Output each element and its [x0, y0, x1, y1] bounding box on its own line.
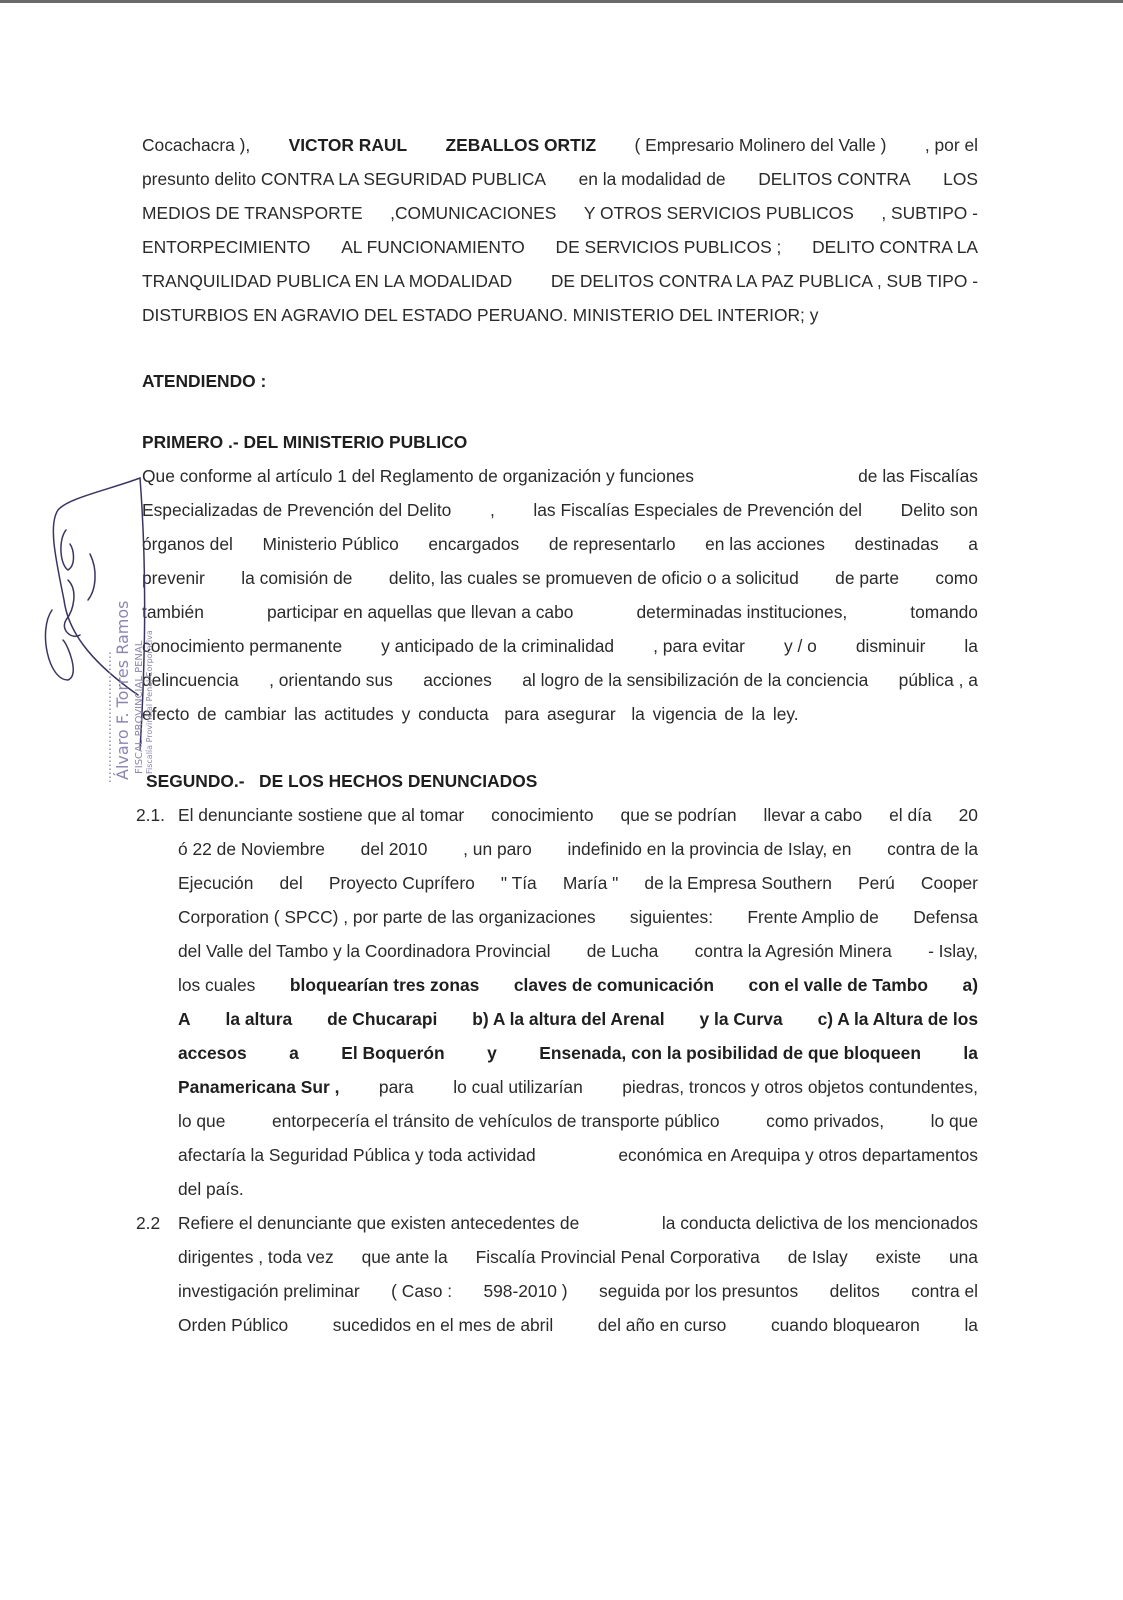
- text-line: [142, 230, 978, 264]
- text-chunk: el día: [889, 805, 932, 825]
- bold-text-chunk: con el valle de Tambo: [748, 975, 928, 995]
- text-chunk: también: [142, 602, 204, 622]
- text-chunk: Fiscalía Provincial Penal Corporativa: [475, 1247, 760, 1267]
- text-chunk: que ante la: [361, 1247, 448, 1267]
- text-chunk: tomando: [910, 602, 978, 622]
- text-line: [142, 697, 978, 731]
- text-chunk: destinadas: [854, 534, 939, 554]
- text-chunk: ,: [489, 500, 495, 520]
- text-chunk: , un paro: [463, 839, 532, 859]
- text-line: [142, 595, 978, 629]
- text-chunk: DELITO CONTRA LA: [812, 237, 978, 257]
- text-chunk: Perú: [858, 873, 895, 893]
- text-chunk: de las Fiscalías: [858, 466, 978, 486]
- text-chunk: dirigentes , toda vez: [178, 1247, 334, 1267]
- text-chunk: delincuencia: [142, 670, 239, 690]
- item-number: 2.2: [136, 1213, 161, 1233]
- text-chunk: TRANQUILIDAD PUBLICA EN LA MODALIDAD: [142, 271, 513, 291]
- text-chunk: prevenir: [142, 568, 205, 588]
- text-chunk: que se podrían: [620, 805, 737, 825]
- text-chunk: cuando bloquearon: [770, 1315, 920, 1335]
- defendant-name-first: VICTOR RAUL: [288, 135, 408, 155]
- text-chunk: económica en Arequipa y otros departamentos: [618, 1145, 978, 1165]
- text-chunk: 20: [958, 805, 978, 825]
- text-chunk: piedras, troncos y otros objetos contundentes,: [622, 1077, 978, 1097]
- text-chunk: DE DELITOS CONTRA LA PAZ PUBLICA , SUB TIPO -: [550, 271, 978, 291]
- primero-heading: PRIMERO .- DEL MINISTERIO PUBLICO: [142, 432, 468, 452]
- text-chunk: la conducta delictiva de los mencionados: [661, 1213, 978, 1233]
- text-line: [178, 1070, 978, 1104]
- text-chunk: delito, las cuales se promueven de oficio o a solicitud: [388, 568, 799, 588]
- text-chunk: disminuir: [855, 636, 926, 656]
- text-chunk: DELITOS CONTRA: [758, 169, 911, 189]
- text-line: [142, 459, 978, 493]
- text-chunk: la comisión de: [241, 568, 353, 588]
- text-chunk: efecto de cambiar las actitudes y conducta: [142, 704, 489, 724]
- item-body: [178, 1206, 978, 1342]
- text-chunk: encargados: [428, 534, 520, 554]
- bold-text-chunk: b) A la altura del Arenal: [472, 1009, 665, 1029]
- text-chunk: y / o: [783, 636, 817, 656]
- text-chunk: Defensa: [913, 907, 978, 927]
- text-line: [178, 1308, 978, 1342]
- text-chunk: DE SERVICIOS PUBLICOS ;: [555, 237, 782, 257]
- text-chunk: participar en aquellas que llevan a cabo: [266, 602, 574, 622]
- text-chunk: , orientando sus: [269, 670, 393, 690]
- text-line: [178, 832, 978, 866]
- text-line: [142, 264, 978, 298]
- text-chunk: , SUBTIPO -: [881, 203, 978, 223]
- text-chunk: determinadas instituciones,: [636, 602, 848, 622]
- text-chunk: Ejecución: [178, 873, 254, 893]
- bold-text-chunk: Panamericana Sur ,: [178, 1077, 340, 1097]
- text-chunk: de la Empresa Southern: [644, 873, 832, 893]
- text-chunk: AL FUNCIONAMIENTO: [341, 237, 525, 257]
- text-chunk: ( Caso :: [391, 1281, 453, 1301]
- bold-text-chunk: claves de comunicación: [513, 975, 714, 995]
- text-chunk: de Lucha: [586, 941, 659, 961]
- text-chunk: Corporation ( SPCC) , por parte de las organizaciones: [178, 907, 596, 927]
- text-chunk: DISTURBIOS EN AGRAVIO DEL ESTADO PERUANO. MINISTERIO DEL INTERIOR; y: [142, 305, 819, 325]
- text-line: [178, 1172, 978, 1206]
- text-chunk: del país.: [178, 1179, 244, 1199]
- text-line: [178, 900, 978, 934]
- text-chunk: lo cual utilizarían: [453, 1077, 583, 1097]
- text-chunk: del Valle del Tambo y la Coordinadora Provincial: [178, 941, 551, 961]
- text-line: [178, 1104, 978, 1138]
- text-chunk: para asegurar: [504, 704, 616, 724]
- bold-text-chunk: accesos: [178, 1043, 247, 1063]
- text-line: [142, 493, 978, 527]
- text-chunk: ,COMUNICACIONES: [390, 203, 557, 223]
- text-chunk: pública , a: [898, 670, 978, 690]
- text-chunk: - Islay,: [928, 941, 978, 961]
- text-chunk: de Islay: [787, 1247, 848, 1267]
- text-line: [142, 162, 978, 196]
- text-chunk: Delito son: [900, 500, 978, 520]
- bold-text-chunk: El Boquerón: [341, 1043, 445, 1063]
- text-chunk: existe: [875, 1247, 922, 1267]
- text-line: [178, 934, 978, 968]
- text-chunk: como privados,: [766, 1111, 885, 1131]
- text-chunk: llevar a cabo: [763, 805, 863, 825]
- text-line: [178, 1002, 978, 1036]
- text-chunk: presunto delito CONTRA LA SEGURIDAD PUBLICA: [142, 169, 547, 189]
- scan-edge: [0, 0, 1123, 3]
- text-chunk: la: [964, 1315, 978, 1335]
- text-chunk: Que conforme al artículo 1 del Reglamento de organización y funciones: [142, 466, 694, 486]
- bold-text-chunk: A: [178, 1009, 191, 1029]
- text-chunk: siguientes:: [629, 907, 714, 927]
- text-line: [178, 1206, 978, 1240]
- text-chunk: conocimiento: [491, 805, 594, 825]
- text-line: [178, 866, 978, 900]
- text-chunk: ó 22 de Noviembre: [178, 839, 325, 859]
- text-line: [142, 527, 978, 561]
- text-line: [142, 196, 978, 230]
- text-chunk: y anticipado de la criminalidad: [381, 636, 615, 656]
- intro-paragraph: [142, 128, 978, 332]
- stamp-title-text: FISCAL PROVINCIAL PENAL: [134, 640, 145, 774]
- bold-text-chunk: c) A la Altura de los: [817, 1009, 978, 1029]
- text-chunk: indefinido en la provincia de Islay, en: [567, 839, 852, 859]
- handwritten-signature: [45, 478, 144, 750]
- text-chunk: María ": [562, 873, 619, 893]
- item-body: [178, 798, 978, 1206]
- text-chunk: seguida por los presuntos: [599, 1281, 799, 1301]
- text-chunk: la vigencia de la ley.: [631, 704, 799, 724]
- text-chunk: , por el: [924, 135, 978, 155]
- text-chunk: delitos: [829, 1281, 880, 1301]
- text-chunk: Proyecto Cuprífero: [328, 873, 475, 893]
- text-chunk: contra de la: [887, 839, 978, 859]
- text-chunk: Refiere el denunciante que existen antecedentes de: [178, 1213, 580, 1233]
- bold-text-chunk: a: [289, 1043, 299, 1063]
- text-line: [178, 798, 978, 832]
- bold-text-chunk: a): [962, 975, 978, 995]
- text-chunk: Y OTROS SERVICIOS PUBLICOS: [583, 203, 854, 223]
- text-chunk: LOS: [943, 169, 978, 189]
- text-line: [178, 968, 978, 1002]
- text-chunk: lo que: [178, 1111, 226, 1131]
- atendiendo-heading: ATENDIENDO :: [142, 371, 267, 391]
- text-chunk: contra la Agresión Minera: [694, 941, 892, 961]
- text-line: [178, 1274, 978, 1308]
- text-line: [142, 298, 978, 332]
- defendant-name-last: ZEBALLOS ORTIZ: [445, 135, 597, 155]
- text-chunk: en las acciones: [705, 534, 825, 554]
- text-chunk: las Fiscalías Especiales de Prevención del: [533, 500, 863, 520]
- primero-paragraph: [142, 459, 978, 731]
- text-chunk: lo que: [930, 1111, 978, 1131]
- text-chunk: contra el: [911, 1281, 978, 1301]
- bold-text-chunk: y: [487, 1043, 497, 1063]
- stamp-name-text: Álvaro F. Torres Ramos: [113, 600, 132, 780]
- text-chunk: acciones: [423, 670, 492, 690]
- text-chunk: " Tía: [500, 873, 537, 893]
- text-line: [142, 128, 978, 162]
- text-chunk: los cuales: [178, 975, 256, 995]
- item-2-1: [136, 798, 978, 1206]
- text-chunk: MEDIOS DE TRANSPORTE: [142, 203, 363, 223]
- bold-text-chunk: y la Curva: [699, 1009, 783, 1029]
- text-chunk: la: [964, 636, 978, 656]
- stamp-office-text: Fiscalía Provincial Penal Corporativa: [145, 630, 154, 774]
- text-chunk: conocimiento permanente: [142, 636, 343, 656]
- text-line: [178, 1240, 978, 1274]
- segundo-heading: SEGUNDO.- DE LOS HECHOS DENUNCIADOS: [146, 771, 538, 791]
- text-chunk: Ministerio Público: [262, 534, 399, 554]
- bold-text-chunk: Ensenada, con la posibilidad de que bloqueen: [539, 1043, 921, 1063]
- text-chunk: para: [378, 1077, 414, 1097]
- text-line: [142, 629, 978, 663]
- text-chunk: una: [948, 1247, 978, 1267]
- text-chunk: del: [279, 873, 303, 893]
- text-chunk: del 2010: [360, 839, 428, 859]
- bold-text-chunk: bloquearían tres zonas: [289, 975, 480, 995]
- text-chunk: Cooper: [920, 873, 978, 893]
- text-chunk: al logro de la sensibilización de la conciencia: [522, 670, 869, 690]
- text-line: [178, 1036, 978, 1070]
- item-2-2: [136, 1206, 978, 1342]
- text-chunk: Orden Público: [178, 1315, 289, 1335]
- text-chunk: ENTORPECIMIENTO: [142, 237, 311, 257]
- text-chunk: como: [935, 568, 978, 588]
- text-chunk: sucedidos en el mes de abril: [332, 1315, 554, 1335]
- bold-text-chunk: de Chucarapi: [327, 1009, 438, 1029]
- text-line: [142, 561, 978, 595]
- text-chunk: El denunciante sostiene que al tomar: [178, 805, 465, 825]
- text-chunk: en la modalidad de: [578, 169, 726, 189]
- text-chunk: entorpecería el tránsito de vehículos de transporte público: [271, 1111, 720, 1131]
- text-chunk: del año en curso: [597, 1315, 727, 1335]
- text-chunk: de parte: [835, 568, 899, 588]
- text-chunk: Cocachacra ),: [142, 135, 251, 155]
- text-chunk: investigación preliminar: [178, 1281, 360, 1301]
- item-number: 2.1.: [136, 805, 166, 825]
- text-chunk: órganos del: [142, 534, 233, 554]
- text-chunk: a: [968, 534, 978, 554]
- text-line: [178, 1138, 978, 1172]
- text-chunk: ( Empresario Molinero del Valle ): [634, 135, 887, 155]
- bold-text-chunk: la altura: [225, 1009, 293, 1029]
- text-chunk: Frente Amplio de: [747, 907, 879, 927]
- text-chunk: de representarlo: [548, 534, 676, 554]
- text-chunk: afectaría la Seguridad Pública y toda actividad: [178, 1145, 536, 1165]
- text-chunk: Especializadas de Prevención del Delito: [142, 500, 452, 520]
- text-chunk: 598-2010 ): [483, 1281, 568, 1301]
- text-line: [142, 663, 978, 697]
- text-chunk: , para evitar: [653, 636, 745, 656]
- bold-text-chunk: la: [963, 1043, 978, 1063]
